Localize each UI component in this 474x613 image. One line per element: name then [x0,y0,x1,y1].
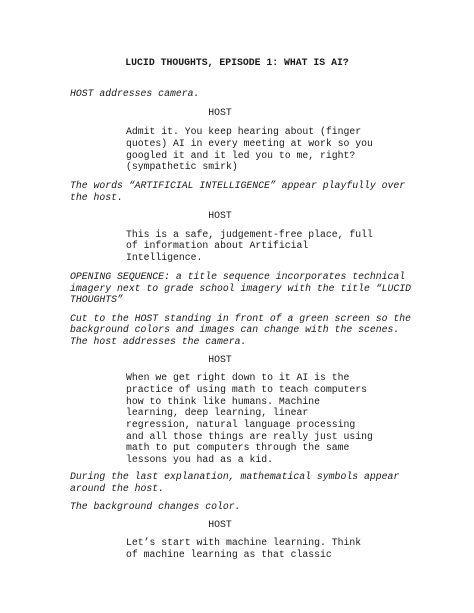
action-line: During the last explanation, mathematical symbols appear [70,471,400,482]
dialogue-line: of machine learning as that classic [126,549,332,560]
action-line: The words “ARTIFICIAL INTELLIGENCE” appear playfully over [70,180,406,191]
character-name: HOST [208,519,232,530]
dialogue-line: regression, natural language processing [126,419,356,430]
dialogue-line: Let’s start with machine learning. Think [126,537,362,548]
script-title: LUCID THOUGHTS, EPISODE 1: WHAT IS AI? [125,57,349,68]
action-line: THOUGHTS” [70,294,123,305]
action-line: The host addresses the camera. [70,336,247,347]
action-line: the host. [70,192,123,203]
dialogue-line: quotes) AI in every meeting at work so you [126,138,373,149]
dialogue-line: This is a safe, judgement-free place, full [126,229,373,240]
dialogue-line: lessons you had as a kid. [126,454,273,465]
dialogue-line: googled it and it led you to me, right? [126,150,356,161]
character-name: HOST [208,354,232,365]
dialogue-line: math to put computers through the same [126,442,350,453]
action-line: The background changes color. [70,501,241,512]
dialogue-line: practice of using math to teach computers [126,384,368,395]
action-line: background colors and images can change with the scenes. [70,324,400,335]
dialogue-line: (sympathetic smirk) [126,161,238,172]
dialogue-line: Admit it. You keep hearing about (finger [126,126,362,137]
action-line: imagery next to grade school imagery with the title “LUCID [70,283,411,294]
action-line: HOST addresses camera. [70,88,200,99]
dialogue-line: learning, deep learning, linear [126,407,309,418]
action-line: Cut to the HOST standing in front of a green screen so the [70,313,411,324]
dialogue-line: Intelligence. [126,252,203,263]
character-name: HOST [208,210,232,221]
dialogue-line: and all those things are really just using [126,431,373,442]
character-name: HOST [208,107,232,118]
dialogue-line: of information about Artificial [126,240,309,251]
dialogue-line: how to think like humans. Machine [126,396,321,407]
dialogue-line: When we get right down to it AI is the [126,372,350,383]
action-line: OPENING SEQUENCE: a title sequence incorporates technical [70,271,406,282]
action-line: around the host. [70,483,165,494]
